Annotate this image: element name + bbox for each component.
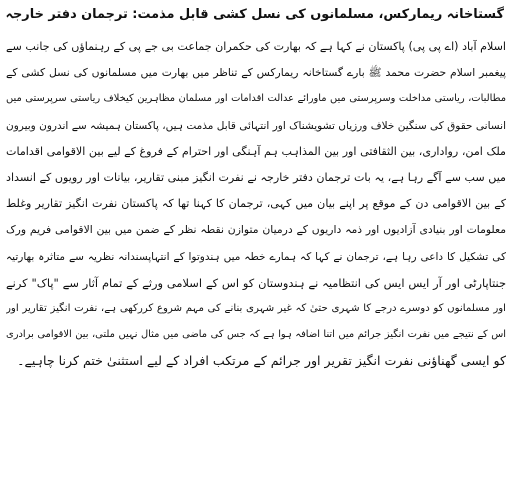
article-body: [6, 34, 506, 374]
news-clipping: [6, 4, 506, 490]
article-line: کے بین الاقوامی دن کے موقع پر اپنے بیان میں کہی، ترجمان کا کہنا تھا کہ پاکستان نفرت انگیز تقاریر وغلط: [6, 197, 506, 211]
article-headline: گستاخانہ ریمارکس، مسلمانوں کی نسل کشی قابل مذمت: ترجمان دفتر خارجہ: [5, 7, 504, 22]
article-line: معلومات اور بنیادی آزادیوں اور ذمہ داریوں کے درمیان متوازن نقطہ نظر کے ضمن میں بین الاقوامی فریم ورک: [6, 223, 506, 237]
article-line: پیغمبر اسلام حضرت محمد ﷺ بارے گستاخانہ ریمارکس کے تناظر میں بھارت میں مسلمانوں کی نسل کشی کے: [6, 66, 506, 80]
article-line: کی تشکیل کا داعی رہا ہے، ترجمان نے کہا کہ ہمارے خطہ میں ہندوتوا کے انتہاپسندانہ نظریہ سے متاثرہ بھارتیہ: [6, 250, 506, 263]
article-line: ملک امن، رواداری، بین الثقافتی اور بین المذاہب ہم آہنگی اور احترام کے فروغ کے لیے بین الاقوامی اقدامات: [6, 144, 506, 158]
article-line: کو ایسی گھناؤنی نفرت انگیز تقریر اور جرائم کے مرتکب افراد کے لیے استثنیٰ ختم کرنا چاہیے۔: [17, 353, 506, 369]
article-line: اس کے نتیجے میں نفرت انگیز جرائم میں اتنا اضافہ ہوا ہے کہ جس کی ماضی میں مثال نہیں ملتی، بین الاقوامی برادری: [6, 329, 506, 341]
article-line: اور مسلمانوں کو دوسرے درجے کا شہری حتیٰ کہ غیر شہری بنانے کی مہم شروع کررکھی ہے، نفرت انگیز تقاریر اور: [6, 302, 506, 314]
article-line: میں سب سے آگے رہا ہے، یہ بات ترجمان دفتر خارجہ نے نفرت انگیز مبنی تقاریر، بیانات اور رویوں کے انسداد: [6, 170, 506, 184]
article-line: مطالبات، ریاستی مداخلت وسرپرستی میں ماورائے عدالت اقدامات اور مسلمان مظاہرین کیخلاف ریاستی سرپرستی میں: [6, 93, 506, 105]
article-line: جنتاپارٹی اور آر ایس ایس کی انتظامیہ نے ہندوستان کو اس کے اسلامی ورثے کے تمام آثار سے "پاک" کرنے: [6, 275, 506, 290]
article-line: اسلام آباد (اے پی پی) پاکستان نے کہا ہے کہ بھارت کی حکمران جماعت بی جے پی کے رہنماؤں کی جانب سے: [6, 40, 506, 53]
article-line: انسانی حقوق کی سنگین خلاف ورزیاں تشویشناک اور انتہائی قابل مذمت ہیں، پاکستان ہمیشہ سے اندرون وبیرون: [6, 119, 506, 132]
